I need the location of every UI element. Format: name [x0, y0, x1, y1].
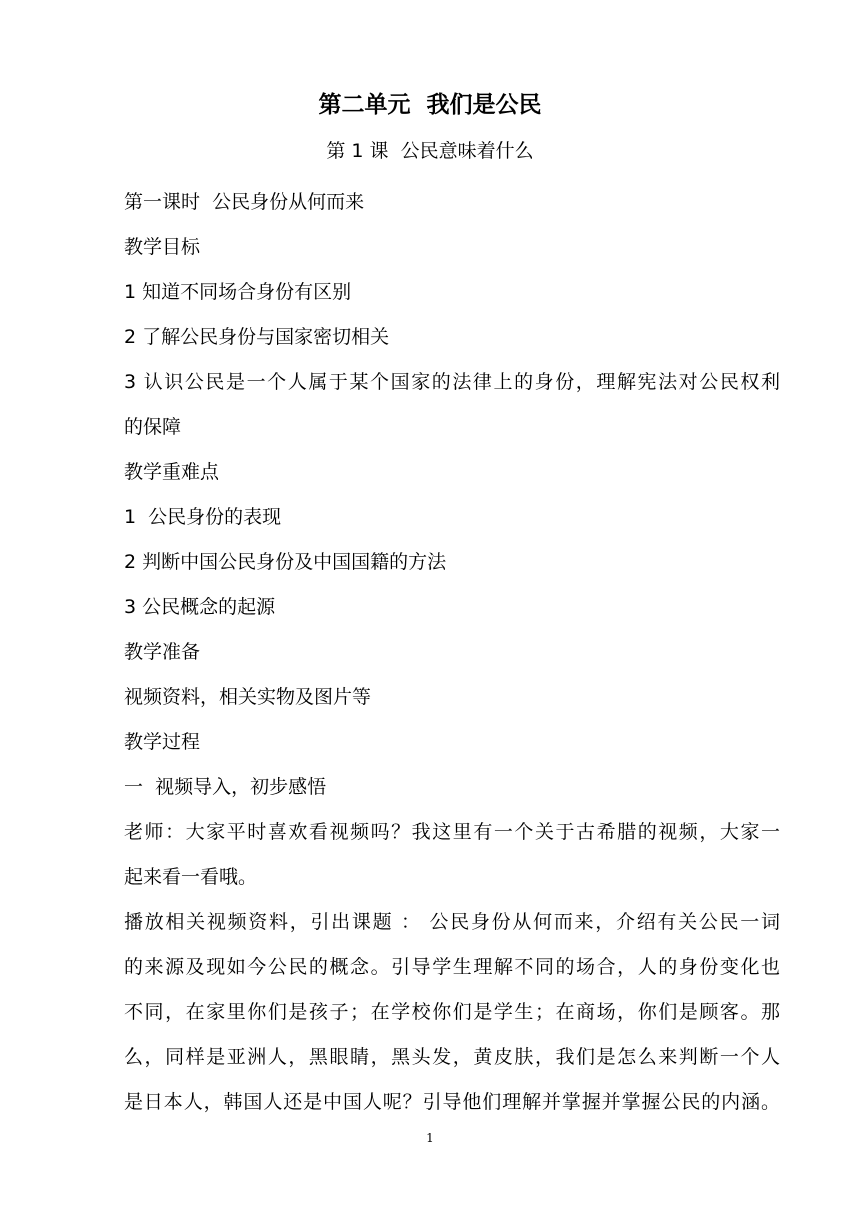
paragraph-line: 是日本人，韩国人还是中国人呢？引导他们理解并掌握并掌握公民的内涵。: [124, 1091, 780, 1113]
objective-item-continued: 的保障: [124, 416, 182, 438]
objective-item: 2 了解公民身份与国家密切相关: [124, 326, 390, 348]
section-heading-preparation: 教学准备: [124, 641, 201, 663]
preparation-text: 视频资料，相关实物及图片等: [124, 686, 372, 708]
paragraph-line: 老师：大家平时喜欢看视频吗？我这里有一个关于古希腊的视频，大家一: [124, 821, 780, 843]
document-body: [124, 180, 780, 1125]
page-number: 1: [426, 1131, 434, 1145]
section-heading-process: 教学过程: [124, 731, 201, 753]
key-point-item: 2 判断中国公民身份及中国国籍的方法: [124, 551, 447, 573]
unit-title: 第二单元 我们是公民: [318, 92, 542, 118]
period-heading: 第一课时 公民身份从何而来: [124, 191, 365, 213]
objective-item: 1 知道不同场合身份有区别: [124, 281, 352, 303]
key-point-item: 1 公民身份的表现: [124, 506, 282, 528]
section-heading-objectives: 教学目标: [124, 236, 201, 258]
lesson-title: 第 1 课 公民意味着什么: [326, 140, 534, 162]
key-point-item: 3 公民概念的起源: [124, 596, 276, 618]
paragraph-line: 的来源及现如今公民的概念。引导学生理解不同的场合，人的身份变化也: [124, 956, 780, 978]
paragraph-line: 起来看一看哦。: [124, 866, 258, 888]
paragraph-line: 么，同样是亚洲人，黑眼睛，黑头发，黄皮肤，我们是怎么来判断一个人: [124, 1046, 780, 1068]
paragraph-line: 播放相关视频资料，引出课题 ： 公民身份从何而来，介绍有关公民一词: [124, 911, 780, 933]
objective-item: 3 认识公民是一个人属于某个国家的法律上的身份，理解宪法对公民权利: [124, 371, 780, 393]
section-heading-key-points: 教学重难点: [124, 461, 220, 483]
paragraph-line: 不同，在家里你们是孩子；在学校你们是学生；在商场，你们是顾客。那: [124, 1001, 780, 1023]
process-step-heading: 一 视频导入，初步感悟: [124, 776, 327, 798]
